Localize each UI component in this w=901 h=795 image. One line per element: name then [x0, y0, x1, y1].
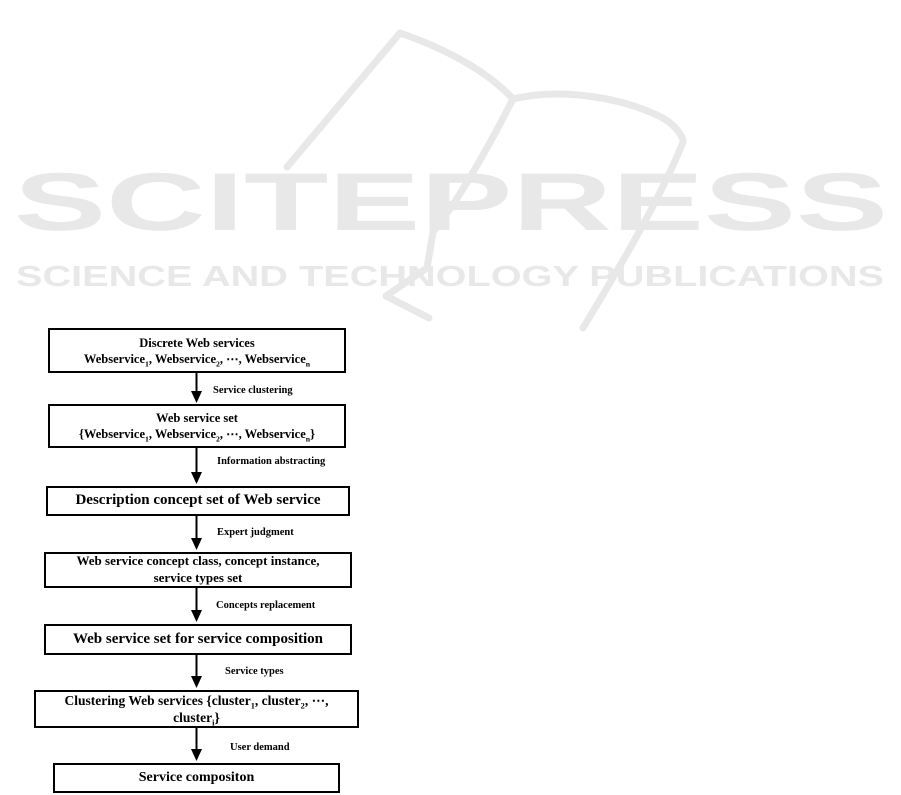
flow-box-service-composition [53, 763, 340, 793]
arrow-label-service-clustering: Service clustering [213, 385, 293, 396]
flow-box-description-concept-set [46, 486, 350, 516]
arrow-label-user-demand: User demand [230, 742, 290, 753]
box-text-line: Clustering Web services {cluster$_1$, cluster$_2$, ⋯, [64, 692, 329, 711]
box-text-line: Service compositon [138, 770, 255, 786]
flow-box-web-service-set [48, 404, 346, 448]
arrow-label-service-types: Service types [225, 666, 284, 677]
watermark-wordmark: SCITEPRESS [14, 157, 888, 248]
box-text-line: Discrete Web services [139, 335, 255, 350]
box-text-line: service types set [153, 570, 243, 585]
box-text-line: Webservice$_1$, Webservice$_2$, ⋯, Webservice$_n$ [83, 351, 311, 368]
arrow-label-expert-judgment: Expert judgment [217, 527, 294, 538]
box-text-line: Web service set [156, 411, 238, 425]
watermark-tagline: SCIENCE AND TECHNOLOGY PUBLICATIONS [16, 261, 884, 293]
arrow-label-concepts-replacement: Concepts replacement [216, 600, 316, 611]
box-text-line: Description concept set of Web service [75, 492, 321, 509]
flow-box-service-set-for-composition [44, 624, 352, 655]
box-text-line: {Webservice$_1$, Webservice$_2$, ⋯, Webservice$_n$} [78, 427, 315, 444]
flow-box-concept-class-instance-types [44, 552, 352, 588]
box-text-line: cluster$_i$} [173, 710, 220, 728]
flow-box-discrete-web-services [48, 328, 346, 373]
box-text-line: Web service set for service composition [72, 630, 324, 647]
flow-box-clustering-web-services [34, 690, 359, 728]
arrow-label-information-abstracting: Information abstracting [217, 456, 326, 467]
box-text-line: Web service concept class, concept instance, [76, 553, 320, 569]
